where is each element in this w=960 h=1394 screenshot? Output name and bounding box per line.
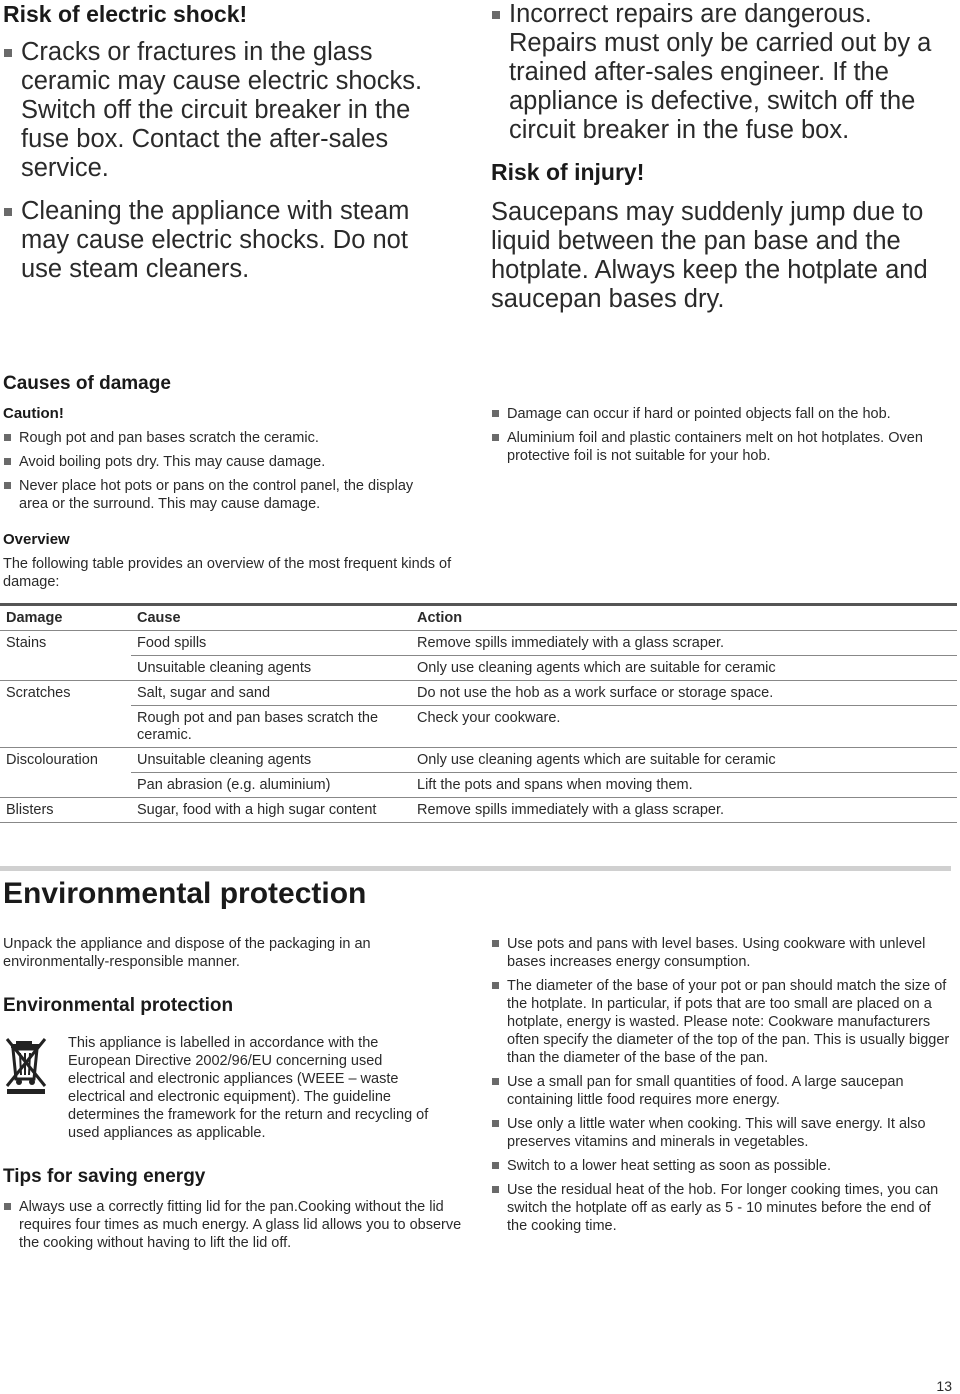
- env-left-column: [3, 935, 453, 1018]
- overview-section: [3, 530, 458, 591]
- env-intro: Unpack the appliance and dispose of the packaging in an environmentally-responsible manner.: [3, 936, 371, 970]
- list-item: Cracks or fractures in the glass ceramic may cause electric shocks. Switch off the circuit breaker in the fuse box. Contact the after-sales service.: [3, 38, 453, 183]
- list-item: Switch to a lower heat setting as soon as possible.: [491, 1157, 953, 1175]
- table-cell: Pan abrasion (e.g. aluminium): [131, 773, 411, 798]
- table-header: Damage: [0, 605, 131, 631]
- repairs-section: [491, 0, 953, 159]
- table-cell: Only use cleaning agents which are suitable for ceramic: [411, 656, 957, 681]
- caution-label: Caution!: [3, 405, 64, 422]
- table-cell: Do not use the hob as a work surface or storage space.: [411, 681, 957, 706]
- weee-crossed-bin-icon: [4, 1036, 48, 1094]
- bullet-square-icon: [492, 1120, 499, 1127]
- env-sub-heading: Environmental protection: [3, 995, 234, 1016]
- table-cell: Food spills: [137, 635, 207, 651]
- damage-heading: Causes of damage: [3, 373, 171, 394]
- injury-heading: Risk of injury!: [491, 159, 645, 185]
- bullet-square-icon: [4, 1203, 11, 1210]
- table-cell: Check your cookware.: [411, 706, 957, 748]
- list-item: Use the residual heat of the hob. For longer cooking times, you can switch the hotplate off as early as 5 - 10 minutes before the end of the cooking time.: [491, 1181, 953, 1235]
- shock-heading: Risk of electric shock!: [3, 1, 248, 27]
- table-cell: Blisters: [0, 798, 131, 823]
- table-cell: Stains: [6, 635, 47, 651]
- table-header: Action: [411, 605, 957, 631]
- table-row: [0, 656, 957, 681]
- bullet-square-icon: [492, 1162, 499, 1169]
- table-cell: Unsuitable cleaning agents: [131, 748, 411, 773]
- tips-right-list: [491, 935, 953, 1235]
- list-item: Rough pot and pan bases scratch the ceramic.: [3, 429, 443, 447]
- table-cell: Lift the pots and spans when moving them.: [411, 773, 957, 798]
- table-cell: Only use cleaning agents which are suitable for ceramic: [411, 748, 957, 773]
- list-item: The diameter of the base of your pot or pan should match the size of the hotplate. In particular, if pots that are too small are placed on a hotplate, energy is wasted. Please note: Cookware manufacturers often specify the diameter of the top of the pan. This is usually bigger than the diameter of the base of the pan.: [491, 977, 953, 1067]
- damage-table: [0, 603, 957, 823]
- weee-text: This appliance is labelled in accordance with the European Directive 2002/96/EU concerning used electrical and electronic appliances (WEEE – waste electrical and electronic equipment). The guideline determines the framework for the return and recycling of used appliances as applicable.: [68, 1035, 429, 1141]
- injury-text: Saucepans may suddenly jump due to liquid between the pan base and the hotplate. Always keep the hotplate and saucepan bases dry.: [491, 198, 928, 313]
- table-cell: Unsuitable cleaning agents: [131, 656, 411, 681]
- table-cell: Discolouration: [0, 748, 131, 773]
- table-row: [0, 748, 957, 773]
- table-cell: [0, 773, 131, 798]
- bullet-square-icon: [492, 11, 500, 19]
- tips-right-section: [491, 935, 953, 1241]
- table-cell: [0, 656, 131, 681]
- list-item: Avoid boiling pots dry. This may cause damage.: [3, 453, 443, 471]
- shock-list: [3, 38, 453, 284]
- env-title-wrap: [3, 876, 603, 912]
- list-item: Use only a little water when cooking. This will save energy. It also preserves vitamins and minerals in vegetables.: [491, 1115, 953, 1151]
- injury-section: [491, 158, 953, 314]
- damage-section: [3, 372, 443, 519]
- table-cell: Remove spills immediately with a glass scraper.: [411, 798, 957, 823]
- overview-heading: Overview: [3, 531, 70, 548]
- shock-section: [3, 0, 453, 298]
- repairs-list: [491, 0, 953, 145]
- list-item: Incorrect repairs are dangerous. Repairs must only be carried out by a trained after-sales engineer. If the appliance is defective, switch off the circuit breaker in the fuse box.: [491, 0, 953, 145]
- bullet-square-icon: [4, 49, 12, 57]
- table-row: [0, 681, 957, 706]
- section-divider: [0, 866, 951, 871]
- list-item: Damage can occur if hard or pointed objects fall on the hob.: [491, 405, 953, 423]
- list-item: Use a small pan for small quantities of food. A large saucepan containing little food requires more energy.: [491, 1073, 953, 1109]
- tips-section: [3, 1165, 463, 1258]
- table-row: [0, 631, 957, 656]
- table-header: Cause: [131, 605, 411, 631]
- env-title: Environmental protection: [3, 877, 367, 910]
- bullet-square-icon: [492, 940, 499, 947]
- list-item: Cleaning the appliance with steam may cause electric shocks. Do not use steam cleaners.: [3, 197, 453, 284]
- page-number: 13: [936, 1378, 952, 1394]
- bullet-square-icon: [492, 982, 499, 989]
- list-item: Always use a correctly fitting lid for the pan.Cooking without the lid requires four times as much energy. A glass lid allows you to observe the cooking without having to lift the lid off.: [3, 1198, 463, 1252]
- bullet-square-icon: [4, 434, 11, 441]
- damage-right-section: [491, 405, 953, 471]
- damage-right-list: [491, 405, 953, 465]
- damage-left-list: [3, 429, 443, 513]
- bullet-square-icon: [492, 410, 499, 417]
- tips-heading: Tips for saving energy: [3, 1166, 206, 1187]
- bullet-square-icon: [4, 482, 11, 489]
- bullet-square-icon: [492, 1186, 499, 1193]
- table-row: [0, 706, 957, 748]
- table-cell: Salt, sugar and sand: [131, 681, 411, 706]
- bullet-square-icon: [492, 1078, 499, 1085]
- tips-left-list: [3, 1198, 463, 1252]
- table-row: [0, 773, 957, 798]
- bullet-square-icon: [4, 208, 12, 216]
- table-header-row: [0, 605, 957, 631]
- list-item: Use pots and pans with level bases. Using cookware with unlevel bases increases energy consumption.: [491, 935, 953, 971]
- table-cell: Scratches: [0, 681, 131, 706]
- list-item: Never place hot pots or pans on the control panel, the display area or the surround. This may cause damage.: [3, 477, 443, 513]
- table-cell: Rough pot and pan bases scratch the ceramic.: [131, 706, 411, 748]
- bullet-square-icon: [492, 434, 499, 441]
- table-cell: Remove spills immediately with a glass scraper.: [417, 635, 725, 651]
- bullet-square-icon: [4, 458, 11, 465]
- list-item: Aluminium foil and plastic containers melt on hot hotplates. Oven protective foil is not suitable for your hob.: [491, 429, 953, 465]
- weee-block: [68, 1034, 438, 1142]
- table-cell: Sugar, food with a high sugar content: [131, 798, 411, 823]
- table-cell: [0, 706, 131, 748]
- overview-text: The following table provides an overview of the most frequent kinds of damage:: [3, 556, 452, 590]
- table-row: [0, 798, 957, 823]
